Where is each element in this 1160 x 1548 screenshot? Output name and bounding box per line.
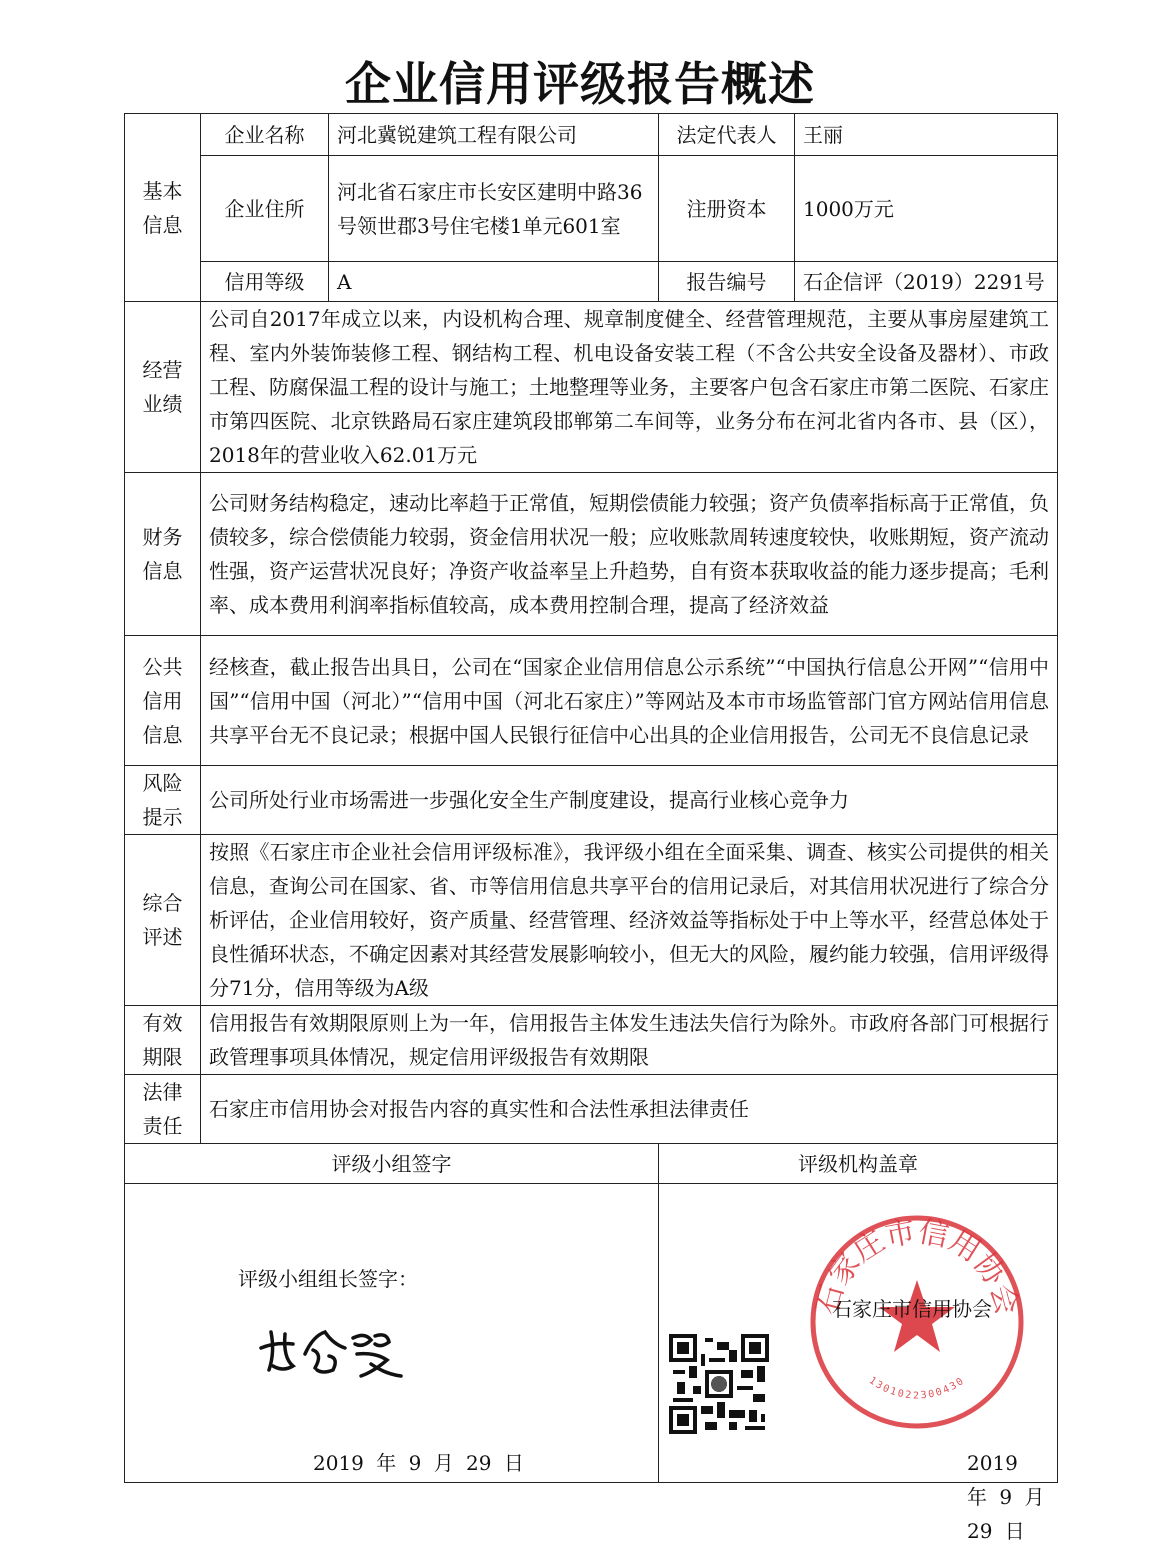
seal-ring-text: 石家庄市信用协会 — [809, 1214, 1025, 1319]
report-table — [124, 113, 1058, 1543]
signature-column-header: 评级小组签字 — [125, 1144, 659, 1184]
address-value: 河北省石家庄市长安区建明中路36号领世郡3号住宅楼1单元601室 — [329, 156, 659, 262]
capital-label: 注册资本 — [659, 156, 795, 262]
signature-cell — [125, 1184, 659, 1483]
risk-notice-text: 公司所处行业市场需进一步强化安全生产制度建设，提高行业核心竞争力 — [201, 766, 1058, 835]
public-credit-text: 经核查，截止报告出具日，公司在“国家企业信用信息公示系统”“中国执行信息公开网”“信用中国”“信用中国（河北）”“信用中国（河北石家庄）”等网站及本市市场监管部门官方网站信用信息共享平台无不良记录；根据中国人民银行征信中心出具的企业信用报告，公司无不良信息记录 — [201, 636, 1058, 766]
legal-rep-value: 王丽 — [795, 114, 1058, 156]
validity-period-text: 信用报告有效期限原则上为一年，信用报告主体发生违法失信行为除外。市政府各部门可根据行政管理事项具体情况，规定信用评级报告有效期限 — [201, 1006, 1058, 1075]
legal-liability-text: 石家庄市信用协会对报告内容的真实性和合法性承担法律责任 — [201, 1075, 1058, 1144]
signature-caption: 评级小组组长签字： — [238, 1267, 418, 1291]
seal-org-caption: 石家庄市信用协会 — [832, 1297, 992, 1321]
address-label: 企业住所 — [201, 156, 329, 262]
report-number-label: 报告编号 — [659, 262, 795, 302]
seal-column-header: 评级机构盖章 — [659, 1144, 1058, 1184]
qr-code — [669, 1334, 769, 1434]
report-number-value: 石企信评（2019）2291号 — [795, 262, 1058, 302]
seal-number: 1301022300430 — [866, 1375, 968, 1402]
basic-info-section-label: 基本 信息 — [125, 114, 201, 302]
page-title: 企业信用评级报告概述 — [345, 57, 815, 111]
business-performance-text: 公司自2017年成立以来，内设机构合理、规章制度健全、经营管理规范，主要从事房屋建筑工程、室内外装饰装修工程、钢结构工程、机电设备安装工程（不含公共安全设备及器材）、市政工程、防腐保温工程的设计与施工；土地整理等业务，主要客户包含石家庄市第二医院、石家庄市第四医院、北京铁路局石家庄建筑段邯郸第二车间等，业务分布在河北省内各市、县（区），2018年的营业收入62.01万元 — [201, 302, 1058, 473]
seal-date: 2019 年 9 月 29 日 — [967, 1451, 1045, 1543]
signature-date: 2019 年 9 月 29 日 — [313, 1451, 524, 1475]
credit-grade-value: A — [329, 262, 659, 302]
svg-text:1301022300430 — [867, 1375, 968, 1401]
public-credit-label: 公共 信用 信息 — [125, 636, 201, 766]
legal-liability-label: 法律 责任 — [125, 1075, 201, 1144]
validity-period-label: 有效 期限 — [125, 1006, 201, 1075]
company-name-label: 企业名称 — [201, 114, 329, 156]
business-performance-label: 经营 业绩 — [125, 302, 201, 473]
overall-review-text: 按照《石家庄市企业社会信用评级标准》，我评级小组在全面采集、调查、核实公司提供的相关信息，查询公司在国家、省、市等信用信息共享平台的信用记录后，对其信用状况进行了综合分析评估，企业信用较好，资产质量、经营管理、经济效益等指标处于中上等水平，经营总体处于良性循环状态，不确定因素对其经营发展影响较小，但无大的风险，履约能力较强，信用评级得分71分，信用等级为A级 — [201, 835, 1058, 1006]
financial-info-label: 财务 信息 — [125, 473, 201, 636]
overall-review-label: 综合 评述 — [125, 835, 201, 1006]
credit-grade-label: 信用等级 — [201, 262, 329, 302]
legal-rep-label: 法定代表人 — [659, 114, 795, 156]
seal-cell — [659, 1184, 1058, 1543]
financial-info-text: 公司财务结构稳定，速动比率趋于正常值，短期偿债能力较强；资产负债率指标高于正常值，负债较多，综合偿债能力较弱，资金信用状况一般；应收账款周转速度较快，收账期短，资产流动性强，资产运营状况良好；净资产收益率呈上升趋势，自有资本获取收益的能力逐步提高；毛利率、成本费用利润率指标值较高，成本费用控制合理，提高了经济效益 — [201, 473, 1058, 636]
risk-notice-label: 风险 提示 — [125, 766, 201, 835]
handwritten-signature — [253, 1314, 413, 1384]
capital-value: 1000万元 — [795, 156, 1058, 262]
company-name-value: 河北冀锐建筑工程有限公司 — [329, 114, 659, 156]
